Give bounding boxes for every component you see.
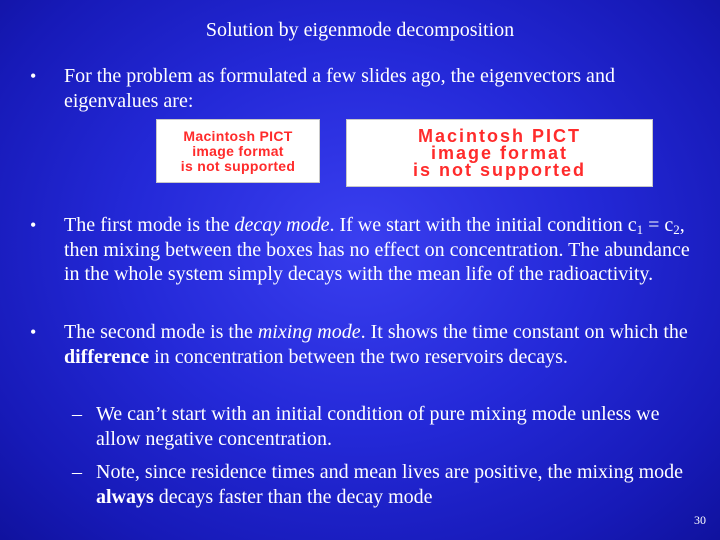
image-placeholder-line: is not supported xyxy=(180,157,296,174)
image-placeholder-line: Macintosh PICT xyxy=(417,125,581,146)
emphasis-decay-mode: decay mode xyxy=(234,214,330,236)
unsupported-image-right xyxy=(346,119,653,187)
bullet-marker: • xyxy=(30,215,37,235)
emphasis-always: always xyxy=(96,485,154,508)
emphasis-difference: difference xyxy=(64,345,150,368)
bullet-marker: • xyxy=(30,66,37,86)
slide-title: Solution by eigenmode decomposition xyxy=(205,19,515,41)
bullet-marker: • xyxy=(30,322,37,342)
sub-bullet-marker: – xyxy=(72,403,82,425)
sub-bullet-text-always-faster: Note, since residence times and mean lives are positive, the mixing mode always decays faster than the decay mode xyxy=(96,461,684,508)
bullet-text-eigenvectors: For the problem as formulated a few slides ago, the eigenvectors and eigenvalues are: xyxy=(64,65,615,112)
emphasis-mixing-mode: mixing mode xyxy=(257,321,361,343)
image-placeholder-line: Macintosh PICT xyxy=(183,127,293,144)
image-placeholder-line: image format xyxy=(430,142,569,163)
bullet-text-mixing-mode: The second mode is the mixing mode. It shows the time constant on which the difference in concentration between the two reservoirs decays. xyxy=(64,321,688,368)
image-placeholder-line: image format xyxy=(192,142,284,159)
sub-bullet-text-negative-concentration: We can’t start with an initial condition of pure mixing mode unless we allow negative concentration. xyxy=(96,403,660,450)
page-number: 30 xyxy=(694,513,706,527)
image-placeholder-line: is not supported xyxy=(413,159,586,180)
bullet-text-decay-mode: The first mode is the decay mode. If we start with the initial condition $c_1 = c_2$, then mixing between the boxes has no effect on concentration. The abundance in the whole system simply decays with the mean life of the radioactivity. xyxy=(64,214,690,285)
unsupported-image-left xyxy=(156,119,320,183)
sub-bullet-marker: – xyxy=(72,461,82,483)
